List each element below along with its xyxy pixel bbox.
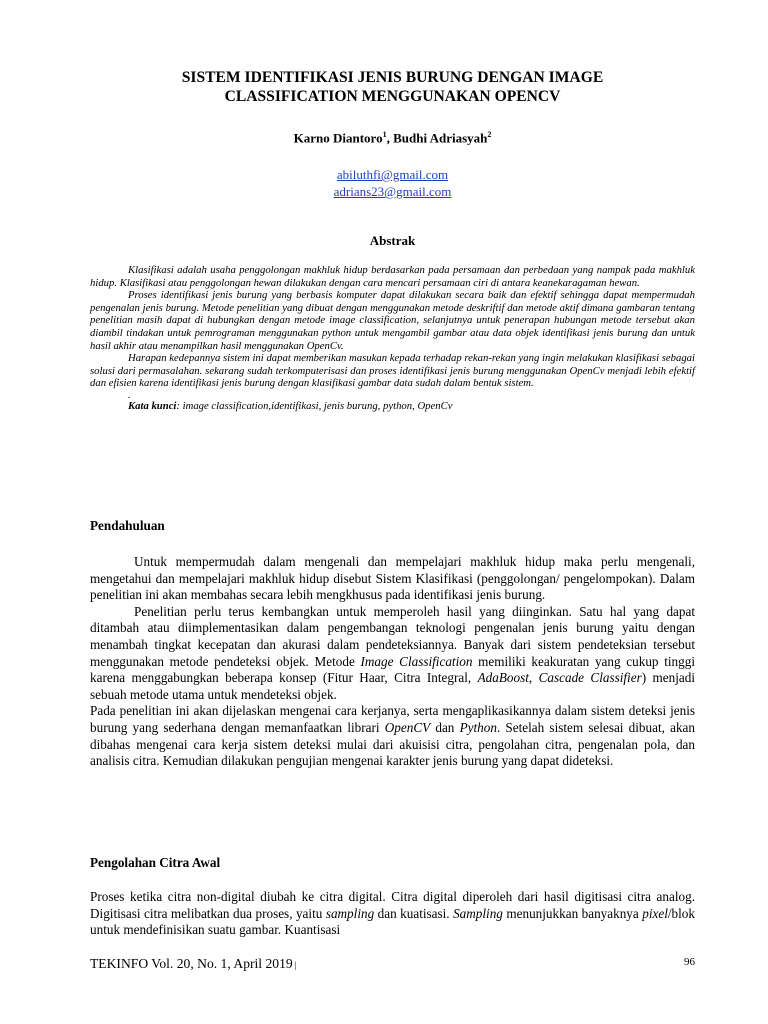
footer-divider: | [292, 960, 297, 970]
preproc-text-e: menunjukkan banyaknya [502, 905, 643, 921]
abstract-paragraph-1: Klasifikasi adalah usaha penggolongan makhluk hidup berdasarkan pada persamaan dan perbedaan yang nampak pada makhluk hidup. Klasifikasi atau penggolongan hewan dilakukan dengan cara mencari persamaan ciri di antara keanekaragaman hewan. [90, 264, 695, 289]
footer-journal-name: TEKINFO Vol. 20, No. 1, April 2019 [90, 956, 293, 971]
section-body-pendahuluan [90, 554, 695, 770]
preproc-text-a: Proses ketika citra non-digital diubah ke citra digital. Citra digital diperoleh dari hasil digitisasi citra analog. Digitisasi citra melibatkan dua proses, yaitu [90, 889, 695, 921]
intro-paragraph-1: Untuk mempermudah dalam mengenali dan mempelajari makhluk hidup maka perlu mengenali, mengetahui dan mempelajari makhluk hidup disebut Sistem Klasifikasi (penggolongan/ pengelompokan). Dalam penelitian ini akan membahas secara lebih mengkhusus pada identifikasi jenis burung. [90, 554, 695, 603]
section-body-pengolahan [90, 889, 695, 939]
abstract-paragraph-2: Proses identifikasi jenis burung yang berbasis komputer dapat dilakukan secara baik dan efektif sehingga dapat mempermudah pengenalan jenis burung. Metode penelitian yang dibuat dengan menggunakan metode deskriftif dan metode aktif dimana gambaran tentang penelitian masih dapat di hubungkan dengan metode image classification, selanjutnya untuk penerapan hubungan metode tersebut akan diambil tindakan untuk pemrograman menggunakan python untuk mengambil gambar atau data objek identifikasi jenis burung dan untuk hasil akhir atau menampilkan hasil menggunakan OpenCv. [90, 289, 695, 352]
intro-p2-text-a: Penelitian perlu terus kembangkan untuk memperoleh hasil yang diinginkan. Satu hal yang dapat ditambah atau diimplementasikan dalam pengembangan teknologi pengenalan jenis burung yaitu dengan menambah tingkat kecepatan dan akurasi dalam pendeteksiannya. Banyak dari sistem pendeteksian tersebut menggunakan metode pendeteksi objek. Metode [90, 603, 695, 669]
abstract-paragraph-3: Harapan kedepannya sistem ini dapat memberikan masukan kepada terhadap rekan-rekan yang ingin melakukan klasifikasi sebagai solusi dari permasalahan. sekarang sudah terkomputerisasi dan proses identifikasi jenis burung menggunakan OpenCv menjadi lebih efektif dan efisien karena identifikasi jenis burung dengan klasifikasi gambar data sudah dalam bentuk sistem. [90, 352, 695, 390]
intro-paragraph-2 [90, 604, 695, 704]
paper-page [90, 0, 695, 1024]
author-separator: , [386, 130, 394, 146]
abstract-heading: Abstrak [369, 233, 416, 248]
email-list [90, 166, 695, 200]
intro-p3-term-opencv: OpenCV [384, 719, 431, 735]
email-link-1[interactable]: abiluthfi@gmail.com [336, 167, 449, 182]
intro-p2-term-adaboost: AdaBoost [477, 670, 529, 686]
intro-p2-term-cascade: Cascade Classifier [538, 670, 642, 686]
abstract-dot: . [128, 388, 131, 401]
keywords-label: Kata kunci [128, 399, 177, 412]
section-title-pengolahan: Pengolahan Citra Awal [90, 855, 221, 870]
preproc-term-pixel: pixel [642, 905, 668, 921]
intro-p3-text-e: . Setelah sistem selesai dibuat, akan dibahas mengenai cara kerja sistem deteksi mulai dari akuisisi citra, pengolahan citra, pengenalan pola, dan analisis citra. Kemudian dilakukan pengujian mengenai karakter jenis burung yang dapat dideteksi. [90, 719, 695, 769]
author-1-affiliation: 1 [382, 130, 387, 139]
footer-journal [90, 956, 297, 972]
paper-title [90, 68, 695, 106]
author-2: Budhi Adriasyah [393, 130, 488, 146]
preproc-paragraph-1 [90, 889, 695, 939]
preproc-term-sampling-2: Sampling [453, 905, 503, 921]
intro-paragraph-3 [90, 703, 695, 769]
section-title-pendahuluan: Pendahuluan [90, 518, 165, 533]
intro-p3-term-python: Python [459, 719, 497, 735]
intro-p2-text-g: ) menjadi sebuah metode utama untuk mendeteksi objek. [90, 670, 695, 702]
intro-p3-text-a: Pada penelitian ini akan dijelaskan mengenai cara kerjanya, serta mengaplikasikannya dalam sistem deteksi jenis burung yang sederhana dengan memanfaatkan librari [90, 703, 695, 735]
title-line-2: CLASSIFICATION MENGGUNAKAN OPENCV [224, 88, 561, 105]
abstract-body [90, 264, 695, 413]
keywords [90, 400, 695, 413]
intro-p2-text-e: , [528, 670, 539, 686]
author-2-affiliation: 2 [487, 130, 492, 139]
preproc-text-g: /blok untuk mendefinisikan suatu gambar. Kuantisasi [90, 905, 695, 938]
author-1: Karno Diantoro [293, 130, 383, 146]
preproc-text-c: dan kuatisasi. [374, 905, 454, 921]
intro-p3-text-c: dan [430, 719, 460, 735]
author-list [90, 130, 695, 146]
page-number: 96 [684, 956, 695, 968]
title-line-1: SISTEM IDENTIFIKASI JENIS BURUNG DENGAN IMAGE [181, 69, 604, 86]
preproc-term-sampling: sampling [325, 905, 375, 921]
email-link-2[interactable]: adrians23@gmail.com [333, 184, 452, 199]
intro-p2-term-image-classification: Image Classification [360, 653, 473, 669]
intro-p2-text-c: memiliki keakuratan yang cukup tinggi karena menggabungkan beberapa konsep (Fitur Haar, Citra Integral, [90, 653, 695, 686]
keywords-text: : image classification,identifikasi, jenis burung, python, OpenCv [176, 399, 453, 412]
